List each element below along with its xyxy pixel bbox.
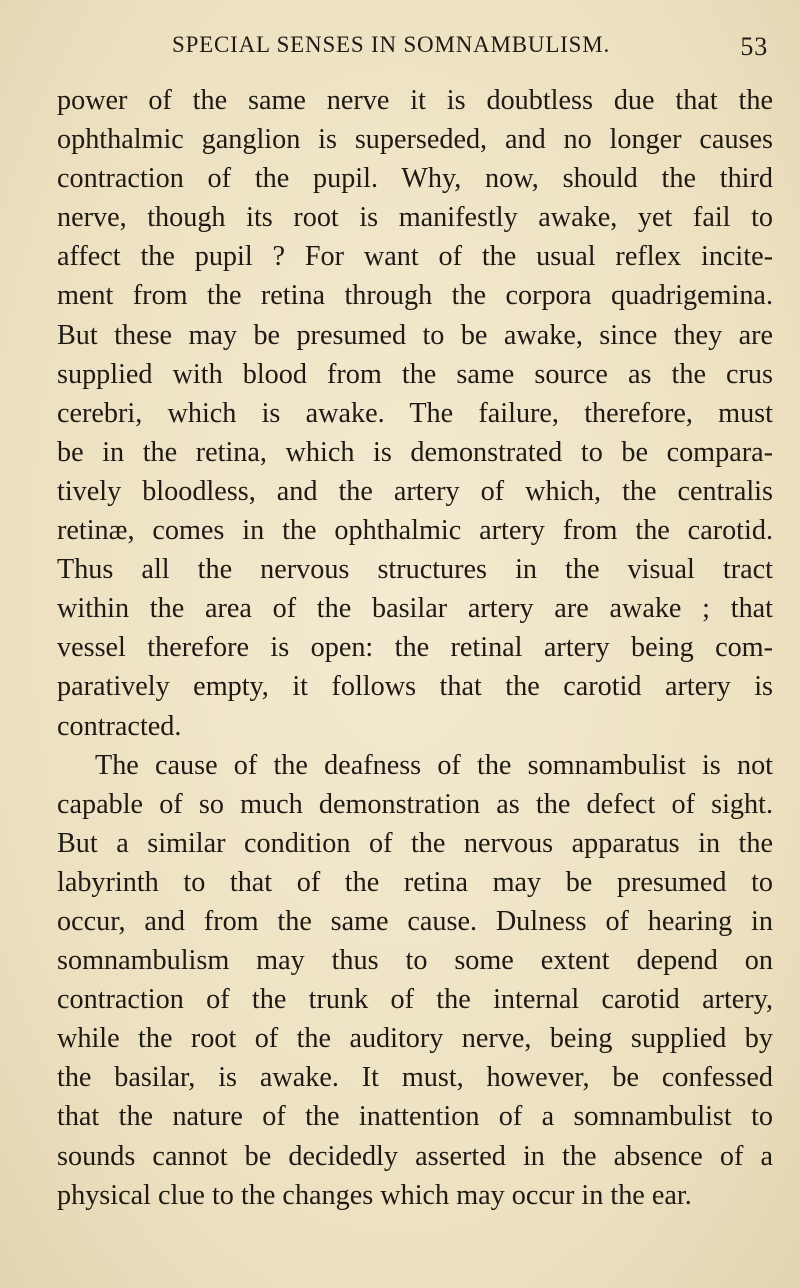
text-line: power of the same nerve it is doubtless due that the bbox=[57, 85, 773, 116]
text-line: But these may be presumed to be awake, since they are bbox=[57, 319, 773, 351]
text-line: supplied with blood from the same source as the crus bbox=[57, 358, 773, 390]
text-line: affect the pupil ? For want of the usual reflex incite- bbox=[57, 241, 773, 273]
text-line: physical clue to the changes which may occur in the ear. bbox=[57, 1179, 692, 1211]
text-line: nerve, though its root is manifestly awake, yet fail to bbox=[57, 202, 773, 234]
text-line: Thus all the nervous structures in the visual tract bbox=[57, 554, 773, 586]
text-line: contraction of the trunk of the internal carotid artery, bbox=[57, 984, 773, 1016]
text-line: the basilar, is awake. It must, however, be confessed bbox=[57, 1062, 773, 1094]
text-line: sounds cannot be decidedly asserted in the absence of a bbox=[57, 1140, 773, 1172]
text-line: vessel therefore is open: the retinal artery being com- bbox=[57, 632, 773, 664]
text-line: ment from the retina through the corpora quadrigemina. bbox=[57, 280, 773, 312]
running-head bbox=[168, 22, 768, 62]
text-line: The cause of the deafness of the somnambulist is not bbox=[95, 749, 773, 781]
text-line: somnambulism may thus to some extent depend on bbox=[57, 945, 773, 977]
text-line: ophthalmic ganglion is superseded, and no longer causes bbox=[57, 124, 773, 156]
text-line: capable of so much demonstration as the defect of sight. bbox=[57, 788, 773, 820]
text-line: be in the retina, which is demonstrated to be compara- bbox=[57, 436, 773, 468]
text-line: contraction of the pupil. Why, now, should the third bbox=[57, 163, 773, 195]
text-line: that the nature of the inattention of a somnambulist to bbox=[57, 1101, 773, 1133]
text-line: while the root of the auditory nerve, being supplied by bbox=[57, 1023, 773, 1055]
text-line: cerebri, which is awake. The failure, therefore, must bbox=[57, 397, 773, 429]
body-text bbox=[57, 81, 773, 1215]
text-line: But a similar condition of the nervous apparatus in the bbox=[57, 827, 773, 859]
page-number: 53 bbox=[740, 32, 768, 61]
text-line: labyrinth to that of the retina may be presumed to bbox=[57, 866, 773, 898]
text-line: retinæ, comes in the ophthalmic artery from the carotid. bbox=[57, 515, 773, 547]
text-line: within the area of the basilar artery are awake ; that bbox=[57, 593, 773, 625]
running-title: SPECIAL SENSES IN SOMNAMBULISM. bbox=[172, 32, 611, 57]
text-line: contracted. bbox=[57, 710, 182, 742]
text-line: paratively empty, it follows that the carotid artery is bbox=[57, 671, 773, 703]
text-line: occur, and from the same cause. Dulness of hearing in bbox=[57, 905, 773, 937]
text-line: tively bloodless, and the artery of which, the centralis bbox=[57, 475, 773, 507]
